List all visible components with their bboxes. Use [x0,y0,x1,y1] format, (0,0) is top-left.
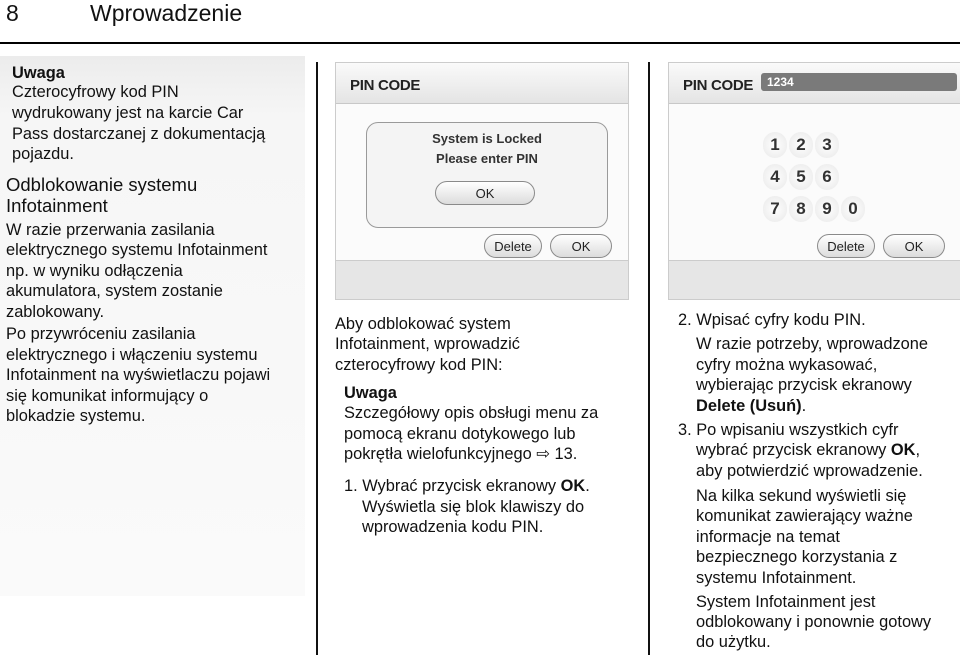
screen-bottom-bar [336,260,628,299]
key-6[interactable]: 6 [815,164,839,190]
note-line: pokrętła wielofunkcyjnego ⇨ 13. [344,445,578,463]
dialog-message: System is Locked [432,131,542,146]
step-text: . [585,477,590,495]
key-label: OK [890,441,916,459]
key-0[interactable]: 0 [841,196,865,222]
screen-titlebar [336,63,628,104]
step-detail: komunikat zawierający ważne [696,507,913,525]
delete-button[interactable]: Delete [484,234,542,258]
paragraph-line: blokadzie systemu. [6,407,146,425]
locked-screen [335,62,629,300]
dialog-message: Please enter PIN [436,151,538,166]
column-divider [316,62,318,655]
paragraph-line: Aby odblokować system [335,315,511,333]
key-label: OK [560,477,586,495]
screen-titlebar [669,63,960,104]
step-detail: Wyświetla się blok klawiszy do [362,498,585,516]
paragraph-line: akumulatora, system zostanie [6,282,223,300]
column-divider [648,62,650,655]
paragraph-line: elektrycznego systemu Infotainment [6,241,268,259]
step-text: wybrać przycisk ekranowy [696,441,891,459]
note-line: Czterocyfrowy kod PIN [12,83,179,101]
paragraph-line: np. w wyniku odłączenia [6,262,183,280]
pin-input[interactable]: 1234 [761,73,957,91]
step-text-line [696,440,920,461]
screen-body [669,104,960,284]
pin-entry-screen [668,62,960,300]
step-detail: Na kilka sekund wyświetli się [696,487,907,505]
step-detail: wprowadzenia kodu PIN. [362,518,544,536]
step-text: 1. Wybrać przycisk ekranowy [344,477,561,495]
locked-dialog [366,122,608,228]
step-detail: System Infotainment jest [696,593,876,611]
step-text: , [915,441,921,459]
step-detail: do użytku. [696,633,771,651]
section-heading: Odblokowanie systemu [6,174,198,195]
key-2[interactable]: 2 [789,132,813,158]
note-title: Uwaga [344,384,397,402]
step-detail: W razie potrzeby, wprowadzone [696,335,928,353]
ok-button[interactable]: OK [550,234,612,258]
key-3[interactable]: 3 [815,132,839,158]
key-7[interactable]: 7 [763,196,787,222]
key-label: Delete (Usuń) [696,397,802,415]
delete-button[interactable]: Delete [817,234,875,258]
note-title: Uwaga [12,64,65,82]
paragraph-line: czterocyfrowy kod PIN: [335,356,503,374]
step-text-line: aby potwierdzić wprowadzenie. [696,462,923,480]
screen-title: PIN CODE [350,77,421,94]
key-5[interactable]: 5 [789,164,813,190]
step-detail [696,396,806,417]
step-text: . [801,397,807,415]
paragraph-line: Po przywróceniu zasilania [6,325,196,343]
step-detail: systemu Infotainment. [696,569,857,587]
paragraph-line: zablokowany. [6,303,105,321]
step-1 [344,476,590,497]
note-line: pomocą ekranu dotykowego lub [344,425,576,443]
section-title: Wprowadzenie [90,0,243,26]
paragraph-line: Infotainment, wprowadzić [335,335,520,353]
step-detail: informacje na temat [696,528,840,546]
step-detail: wybierając przycisk ekranowy [696,376,912,394]
paragraph-line: się komunikat informujący o [6,387,209,405]
paragraph-line: elektrycznego i włączeniu systemu [6,346,258,364]
dialog-ok-button[interactable]: OK [435,181,535,205]
key-9[interactable]: 9 [815,196,839,222]
page-number: 8 [6,0,19,26]
header-rule [0,42,960,44]
key-8[interactable]: 8 [789,196,813,222]
ok-button[interactable]: OK [883,234,945,258]
screen-title: PIN CODE [683,77,754,94]
note-line: pojazdu. [12,145,74,163]
key-1[interactable]: 1 [763,132,787,158]
step-2: 2. Wpisać cyfry kodu PIN. [678,311,866,329]
screen-body [336,104,628,284]
note-line: wydrukowany jest na karcie Car [12,104,244,122]
page-header [0,0,960,34]
step-detail: odblokowany i ponownie gotowy [696,613,932,631]
section-heading: Infotainment [6,195,108,216]
note-line: Szczegółowy opis obsługi menu za [344,404,599,422]
paragraph-line: Infotainment na wyświetlaczu pojawi [6,366,271,384]
step-detail: bezpiecznego korzystania z [696,548,898,566]
paragraph-line: W razie przerwania zasilania [6,221,215,239]
note-line: Pass dostarczanej z dokumentacją [12,125,266,143]
step-3: 3. Po wpisaniu wszystkich cyfr [678,421,899,439]
step-detail: cyfry można wykasować, [696,356,878,374]
screen-bottom-bar [669,260,960,299]
key-4[interactable]: 4 [763,164,787,190]
